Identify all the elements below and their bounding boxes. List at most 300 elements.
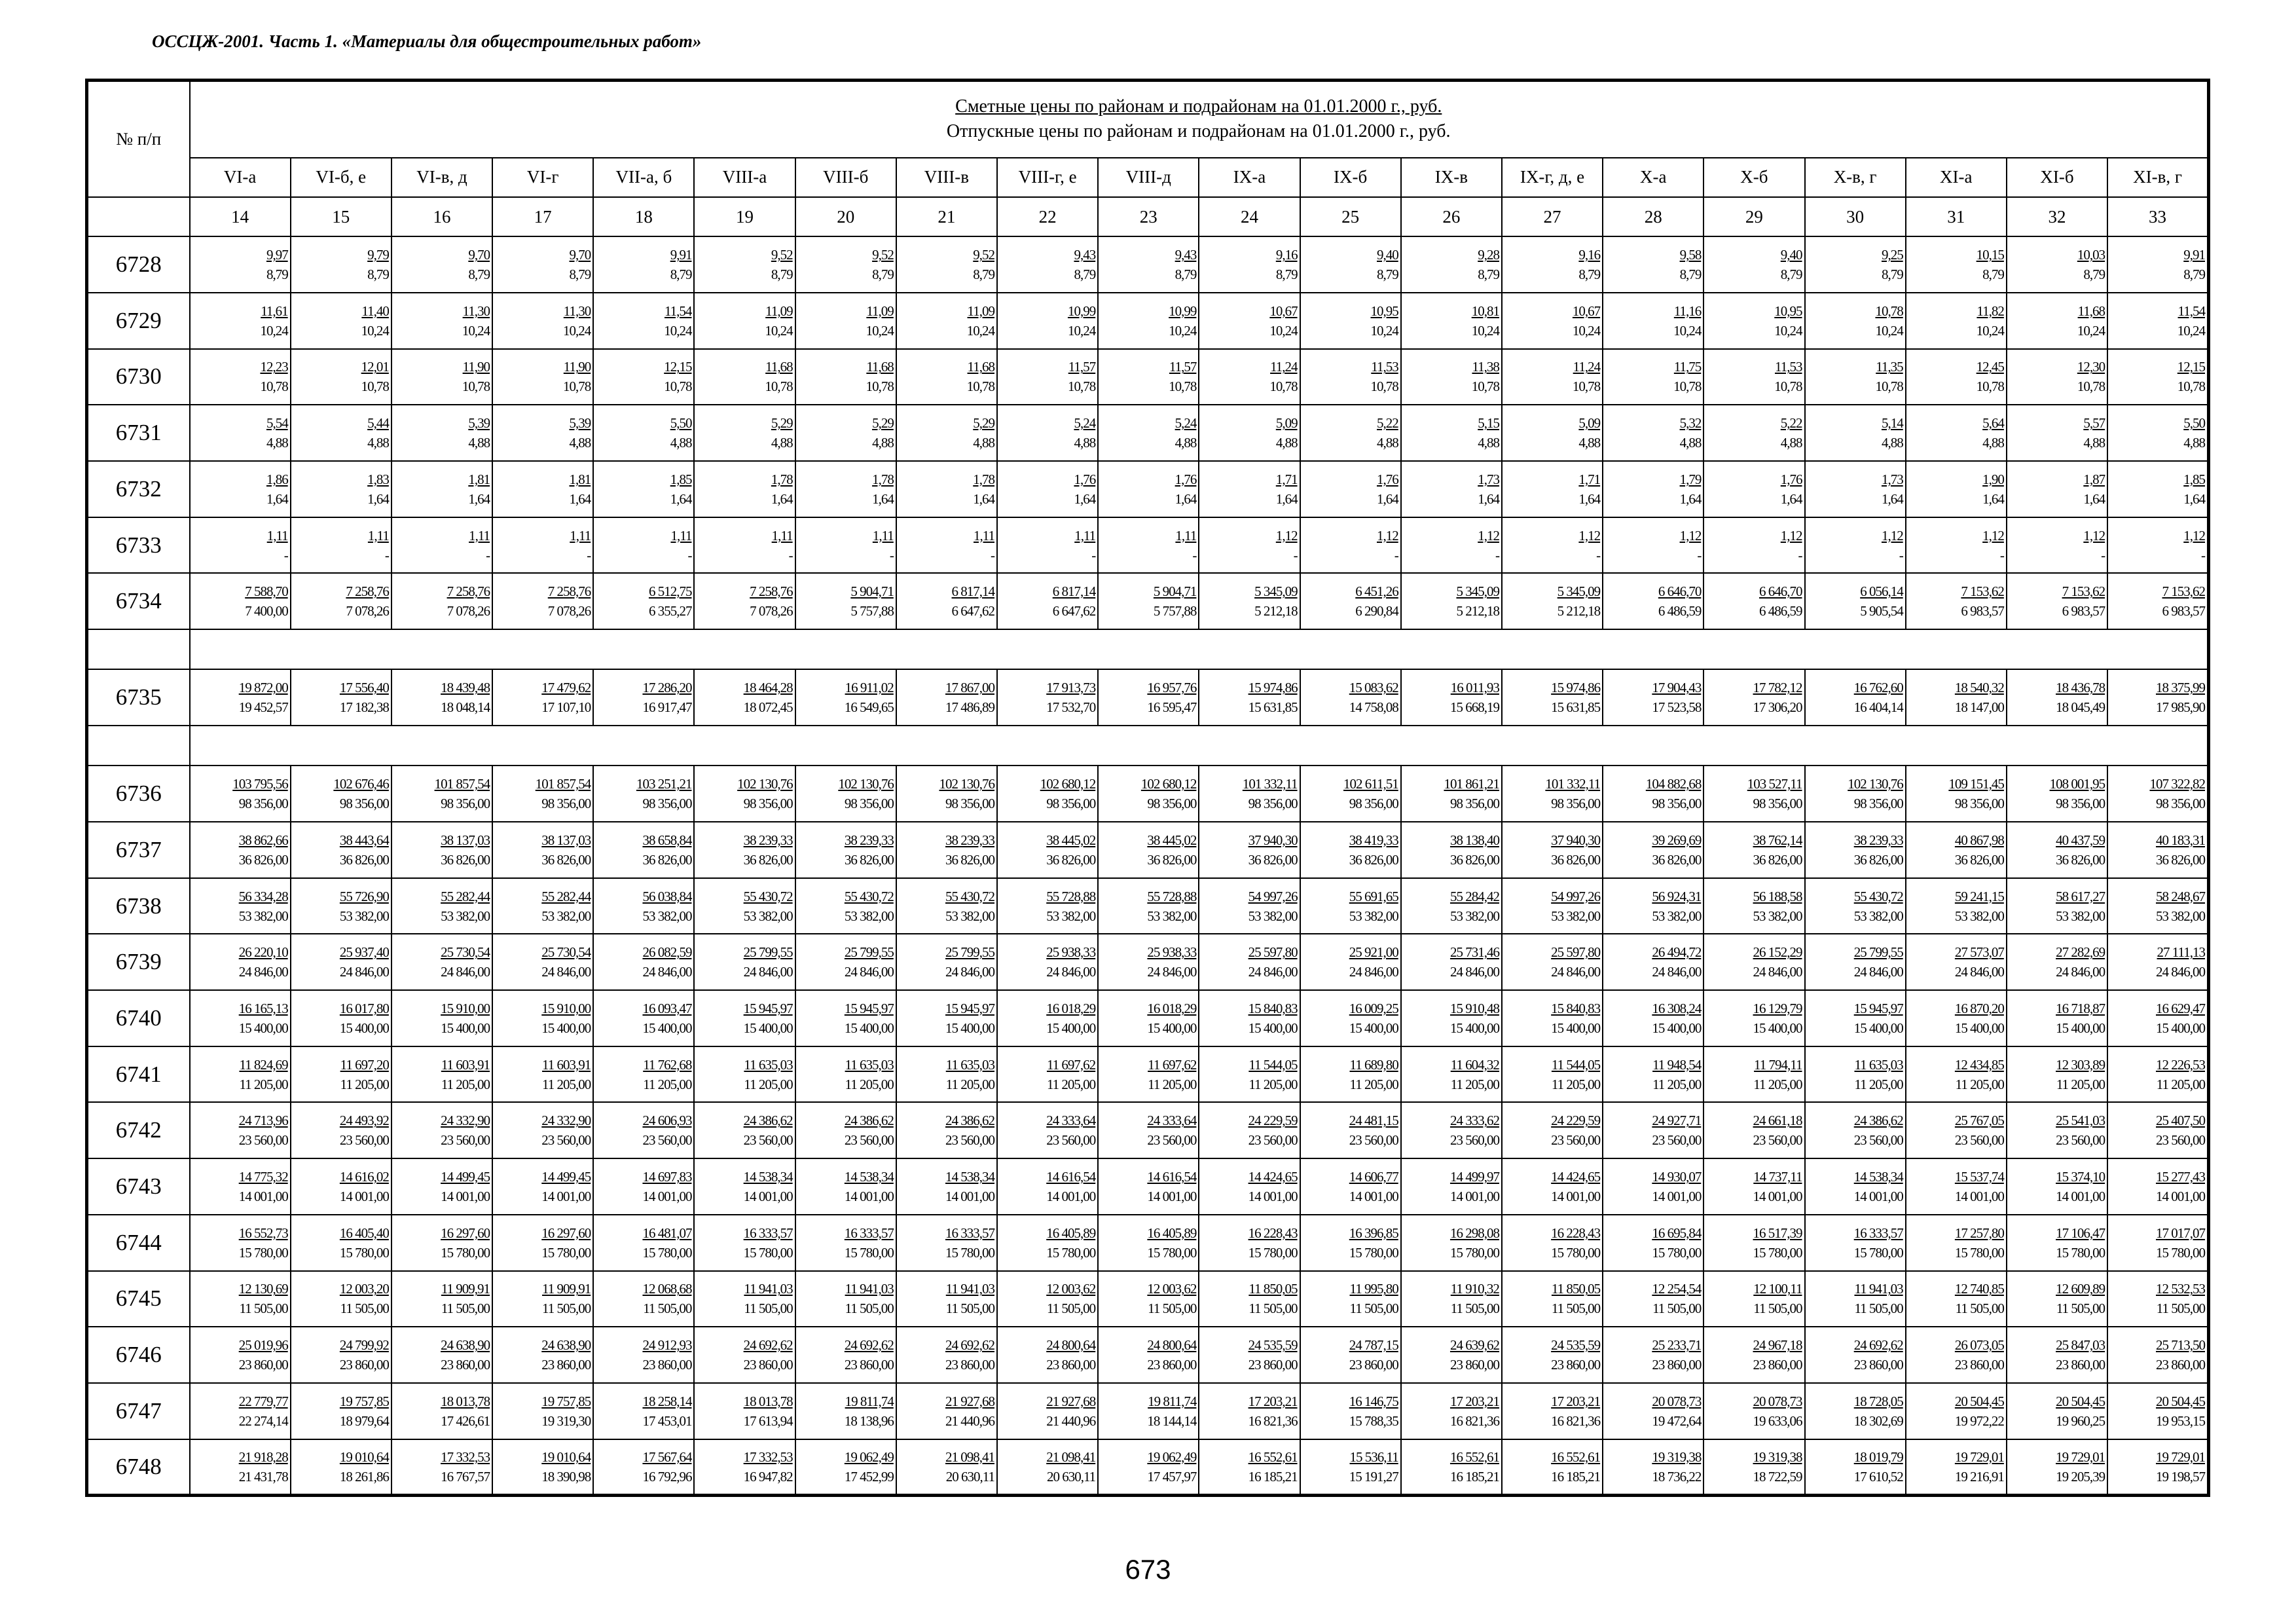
- estimated-price: 108 001,95: [2049, 776, 2105, 792]
- estimated-price: 38 862,66: [238, 832, 288, 848]
- estimated-price: 12 254,54: [1652, 1281, 1702, 1297]
- release-price: 1,64: [2083, 490, 2105, 507]
- price-cell: [1199, 349, 1300, 405]
- estimated-price: 12 226,53: [2156, 1056, 2205, 1073]
- release-price: 19 198,57: [2156, 1468, 2205, 1485]
- price-cell: [896, 990, 997, 1046]
- estimated-price: 11 824,69: [239, 1056, 288, 1073]
- column-number: 23: [1098, 197, 1199, 236]
- estimated-price: 24 638,90: [541, 1337, 591, 1354]
- price-cell: [1098, 1327, 1199, 1383]
- price-cell: [1805, 822, 1906, 878]
- price-table: [85, 79, 2210, 1497]
- estimated-price: 10,95: [1370, 303, 1398, 319]
- estimated-price: 5 904,71: [1153, 583, 1197, 600]
- price-cell: [896, 1383, 997, 1439]
- spacer-cell: [190, 629, 2209, 669]
- release-price: 24 846,00: [1147, 964, 1197, 980]
- estimated-price: 1,73: [1478, 471, 1499, 487]
- estimated-price: 19 811,74: [845, 1393, 894, 1409]
- estimated-price: 1,11: [872, 527, 894, 544]
- price-cell: [795, 1327, 896, 1383]
- column-header-region: IX-а: [1199, 158, 1300, 197]
- document-header: ОССЦЖ-2001. Часть 1. «Материалы для общестроительных работ»: [152, 31, 702, 51]
- price-cell: [997, 1327, 1098, 1383]
- release-price: 5 212,18: [1254, 603, 1298, 619]
- release-price: 8,79: [1780, 267, 1802, 283]
- release-price: 17 610,52: [1853, 1468, 1903, 1485]
- estimated-price: 24 535,59: [1248, 1337, 1298, 1354]
- estimated-price: 1,86: [266, 471, 288, 487]
- estimated-price: 25 847,03: [2056, 1337, 2105, 1354]
- release-price: 14 001,00: [1349, 1189, 1398, 1205]
- price-cell: [694, 1439, 795, 1496]
- row-number: 6739: [87, 934, 190, 990]
- release-price: 23 560,00: [642, 1132, 692, 1149]
- release-price: 98 356,00: [2156, 796, 2205, 812]
- estimated-price: 102 611,51: [1343, 776, 1398, 792]
- estimated-price: 24 333,64: [1147, 1113, 1197, 1129]
- release-price: 11 205,00: [1551, 1076, 1601, 1092]
- release-price: 36 826,00: [945, 851, 994, 868]
- release-price: 4,88: [1275, 435, 1298, 451]
- estimated-price: 25 799,55: [844, 944, 894, 961]
- price-cell: [896, 1158, 997, 1215]
- release-price: 1,64: [1377, 490, 1398, 507]
- price-cell: [190, 1271, 291, 1327]
- release-price: 98 356,00: [1147, 796, 1197, 812]
- release-price: 23 860,00: [541, 1357, 591, 1373]
- estimated-price: 25 730,54: [441, 944, 490, 961]
- estimated-price: 9,25: [1881, 247, 1903, 263]
- release-price: 14 001,00: [1753, 1189, 1802, 1205]
- release-price: 4,88: [1175, 435, 1197, 451]
- estimated-price: 7 258,76: [547, 583, 591, 600]
- release-price: 23 560,00: [1853, 1132, 1903, 1149]
- estimated-price: 16 405,89: [1147, 1225, 1197, 1241]
- estimated-price: 5,54: [266, 415, 288, 432]
- price-cell: [896, 934, 997, 990]
- estimated-price: 9,16: [1578, 247, 1601, 263]
- price-cell: [1502, 517, 1603, 574]
- price-cell: [1704, 573, 1804, 629]
- estimated-price: 16 762,60: [1853, 680, 1903, 696]
- release-price: 11 205,00: [441, 1076, 490, 1092]
- price-cell: [1199, 1439, 1300, 1496]
- price-cell: [896, 1327, 997, 1383]
- estimated-price: 26 082,59: [642, 944, 692, 961]
- estimated-price: 6 056,14: [1860, 583, 1903, 600]
- estimated-price: 17 017,07: [2156, 1225, 2205, 1241]
- estimated-price: 11,61: [261, 303, 288, 319]
- price-cell: [492, 293, 593, 349]
- estimated-price: 5,09: [1578, 415, 1601, 432]
- release-price: 24 846,00: [945, 964, 994, 980]
- price-cell: [1300, 1327, 1401, 1383]
- estimated-price: 7 258,76: [446, 583, 490, 600]
- estimated-price: 17 203,21: [1248, 1393, 1298, 1409]
- release-price: 15 780,00: [844, 1244, 894, 1261]
- release-price: 1,64: [569, 490, 591, 507]
- price-cell: [1906, 1383, 2007, 1439]
- release-price: 11 505,00: [2056, 1301, 2105, 1317]
- estimated-price: 24 229,59: [1248, 1113, 1298, 1129]
- estimated-price: 10,99: [1067, 303, 1096, 319]
- estimated-price: 5,32: [1679, 415, 1702, 432]
- release-price: 36 826,00: [2056, 851, 2105, 868]
- estimated-price: 101 332,11: [1242, 776, 1298, 792]
- price-cell: [1704, 349, 1804, 405]
- release-price: 15 191,27: [1349, 1468, 1398, 1485]
- price-cell: [2107, 1383, 2208, 1439]
- price-cell: [1805, 1215, 1906, 1271]
- estimated-price: 1,11: [469, 527, 490, 544]
- estimated-price: 7 153,62: [2062, 583, 2105, 600]
- release-price: 1,64: [1780, 490, 1802, 507]
- release-price: 4,88: [468, 435, 490, 451]
- price-cell: [997, 236, 1098, 293]
- release-price: 36 826,00: [1954, 851, 2004, 868]
- price-cell: [2007, 573, 2107, 629]
- price-cell: [896, 822, 997, 878]
- estimated-price: 1,12: [1679, 527, 1702, 544]
- release-price: 23 860,00: [1954, 1357, 2004, 1373]
- estimated-price: 24 535,59: [1551, 1337, 1601, 1354]
- release-price: 11 205,00: [1955, 1076, 2004, 1092]
- price-cell: [1098, 822, 1199, 878]
- release-price: 53 382,00: [945, 908, 994, 924]
- release-price: 23 560,00: [1046, 1132, 1096, 1149]
- estimated-price: 1,79: [1679, 471, 1702, 487]
- release-price: 53 382,00: [238, 908, 288, 924]
- release-price: 15 780,00: [642, 1244, 692, 1261]
- price-cell: [291, 1271, 392, 1327]
- price-cell: [1603, 822, 1704, 878]
- price-cell: [1502, 1046, 1603, 1103]
- estimated-price: 16 093,47: [642, 1000, 692, 1016]
- price-cell: [1805, 934, 1906, 990]
- release-price: 10,24: [1067, 322, 1096, 339]
- release-price: 1,64: [872, 490, 894, 507]
- estimated-price: 55 430,72: [743, 888, 793, 904]
- estimated-price: 9,40: [1377, 247, 1398, 263]
- release-price: 10,78: [1976, 378, 2004, 395]
- price-cell: [2007, 293, 2107, 349]
- estimated-price: 9,91: [670, 247, 692, 263]
- price-cell: [694, 1383, 795, 1439]
- release-price: 10,78: [260, 378, 288, 395]
- price-cell: [1300, 878, 1401, 934]
- price-cell: [1502, 461, 1603, 517]
- price-cell: [2107, 1158, 2208, 1215]
- release-price: 6 355,27: [648, 603, 692, 619]
- estimated-price: 9,58: [1679, 247, 1702, 263]
- estimated-price: 19 010,64: [339, 1449, 389, 1465]
- price-cell: [1805, 349, 1906, 405]
- estimated-price: 1,11: [1074, 527, 1096, 544]
- release-price: 19 216,91: [1954, 1468, 2004, 1485]
- release-price: 24 846,00: [1349, 964, 1398, 980]
- release-price: 98 356,00: [1853, 796, 1903, 812]
- column-header-region: VIII-б: [795, 158, 896, 197]
- estimated-price: 1,12: [1578, 527, 1601, 544]
- release-price: 15 780,00: [1551, 1244, 1601, 1261]
- price-cell: [896, 878, 997, 934]
- estimated-price: 10,99: [1169, 303, 1197, 319]
- release-price: 15 780,00: [1046, 1244, 1096, 1261]
- estimated-price: 7 258,76: [346, 583, 389, 600]
- table-row: [87, 1046, 2209, 1103]
- table-row: [87, 349, 2209, 405]
- estimated-price: 1,11: [670, 527, 692, 544]
- estimated-price: 102 130,76: [838, 776, 894, 792]
- price-cell: [492, 669, 593, 726]
- release-price: 1,64: [468, 490, 490, 507]
- price-cell: [1098, 990, 1199, 1046]
- price-cell: [795, 405, 896, 461]
- release-price: 23 860,00: [1248, 1357, 1298, 1373]
- estimated-price: 102 130,76: [737, 776, 793, 792]
- price-cell: [492, 822, 593, 878]
- estimated-price: 16 405,40: [339, 1225, 389, 1241]
- table-title-estimated: Сметные цены по районам и подрайонам на 01.01.2000 г., руб.: [955, 96, 1442, 117]
- release-price: 10,78: [1169, 378, 1197, 395]
- release-price: 24 846,00: [1753, 964, 1802, 980]
- release-price: 11 205,00: [643, 1076, 692, 1092]
- release-price: 4,88: [1679, 435, 1702, 451]
- release-price: 10,78: [1572, 378, 1601, 395]
- release-price: 4,88: [1377, 435, 1398, 451]
- price-cell: [997, 573, 1098, 629]
- estimated-price: 12 003,20: [339, 1281, 389, 1297]
- estimated-price: 11 544,05: [1248, 1056, 1298, 1073]
- release-price: 15 780,00: [1954, 1244, 2004, 1261]
- price-cell: [1300, 766, 1401, 822]
- release-price: 14 001,00: [1449, 1189, 1499, 1205]
- price-cell: [291, 349, 392, 405]
- estimated-price: 1,12: [2183, 527, 2205, 544]
- estimated-price: 5 904,71: [850, 583, 894, 600]
- release-price: 10,78: [966, 378, 994, 395]
- estimated-price: 5,29: [872, 415, 894, 432]
- estimated-price: 14 499,45: [441, 1169, 490, 1185]
- price-cell: [795, 1439, 896, 1496]
- price-cell: [593, 878, 694, 934]
- estimated-price: 11,53: [1371, 359, 1398, 375]
- price-cell: [1401, 1271, 1502, 1327]
- estimated-price: 27 111,13: [2157, 944, 2205, 961]
- price-cell: [1906, 878, 2007, 934]
- release-price: 23 560,00: [339, 1132, 389, 1149]
- price-cell: [2107, 1046, 2208, 1103]
- price-cell: [795, 1102, 896, 1158]
- release-price: 15 400,00: [1349, 1020, 1398, 1036]
- release-price: 10,78: [2177, 378, 2205, 395]
- price-cell: [1098, 405, 1199, 461]
- price-cell: [1098, 573, 1199, 629]
- estimated-price: 19 811,74: [1148, 1393, 1197, 1409]
- estimated-price: 17 106,47: [2056, 1225, 2105, 1241]
- price-cell: [1603, 573, 1704, 629]
- price-cell: [1401, 822, 1502, 878]
- price-cell: [1603, 878, 1704, 934]
- page-number: 673: [1125, 1554, 1171, 1585]
- price-cell: [694, 934, 795, 990]
- table-row: [87, 934, 2209, 990]
- row-number: 6736: [87, 766, 190, 822]
- price-cell: [2107, 1102, 2208, 1158]
- release-price: 15 400,00: [2156, 1020, 2205, 1036]
- price-cell: [593, 1102, 694, 1158]
- release-price: 14 001,00: [541, 1189, 591, 1205]
- price-cell: [492, 990, 593, 1046]
- release-price: 8,79: [2083, 267, 2105, 283]
- estimated-price: 6 512,75: [648, 583, 692, 600]
- estimated-price: 25 713,50: [2156, 1337, 2205, 1354]
- price-cell: [190, 1383, 291, 1439]
- price-cell: [1805, 461, 1906, 517]
- release-price: 53 382,00: [1652, 908, 1702, 924]
- row-number: 6731: [87, 405, 190, 461]
- estimated-price: 17 332,53: [441, 1449, 490, 1465]
- price-cell: [1300, 1271, 1401, 1327]
- price-cell: [291, 405, 392, 461]
- row-number: 6745: [87, 1271, 190, 1327]
- row-number: 6732: [87, 461, 190, 517]
- release-price: 53 382,00: [339, 908, 389, 924]
- release-price: 1,64: [1881, 490, 1903, 507]
- estimated-price: 55 691,65: [1349, 888, 1398, 904]
- release-price: 18 979,64: [339, 1412, 389, 1429]
- estimated-price: 16 396,85: [1349, 1225, 1398, 1241]
- estimated-price: 11 603,91: [542, 1056, 591, 1073]
- estimated-price: 1,83: [367, 471, 389, 487]
- estimated-price: 5,24: [1175, 415, 1197, 432]
- release-price: 36 826,00: [238, 851, 288, 868]
- estimated-price: 16 870,20: [1954, 1000, 2004, 1016]
- region-header-row: [87, 158, 2209, 197]
- estimated-price: 18 013,78: [743, 1393, 793, 1409]
- price-cell: [593, 1327, 694, 1383]
- release-price: 98 356,00: [238, 796, 288, 812]
- release-price: 10,24: [1471, 322, 1499, 339]
- price-cell: [1603, 1046, 1704, 1103]
- estimated-price: 9,43: [1074, 247, 1096, 263]
- estimated-price: 12,45: [1976, 359, 2004, 375]
- release-price: 10,24: [664, 322, 692, 339]
- release-price: 10,24: [1572, 322, 1601, 339]
- release-price: 15 780,00: [1449, 1244, 1499, 1261]
- release-price: 11 505,00: [1450, 1301, 1499, 1317]
- estimated-price: 109 151,45: [1948, 776, 2004, 792]
- estimated-price: 15 536,11: [1349, 1449, 1398, 1465]
- release-price: 19 972,22: [1954, 1412, 2004, 1429]
- estimated-price: 5,22: [1780, 415, 1802, 432]
- release-price: 23 560,00: [1248, 1132, 1298, 1149]
- price-cell: [593, 1215, 694, 1271]
- estimated-price: 1,81: [468, 471, 490, 487]
- price-cell: [1906, 1046, 2007, 1103]
- table-row: [87, 1271, 2209, 1327]
- estimated-price: 1,11: [367, 527, 389, 544]
- price-cell: [1906, 934, 2007, 990]
- release-price: 98 356,00: [541, 796, 591, 812]
- release-price: 16 917,47: [642, 699, 692, 716]
- price-cell: [795, 1215, 896, 1271]
- release-price: 36 826,00: [1753, 851, 1802, 868]
- estimated-price: 11,35: [1876, 359, 1903, 375]
- price-cell: [1502, 573, 1603, 629]
- release-price: 1,64: [1982, 490, 2004, 507]
- release-price: 53 382,00: [844, 908, 894, 924]
- estimated-price: 5,09: [1275, 415, 1298, 432]
- release-price: 53 382,00: [2056, 908, 2105, 924]
- estimated-price: 1,76: [1377, 471, 1398, 487]
- release-price: 10,24: [866, 322, 894, 339]
- price-cell: [1805, 517, 1906, 574]
- estimated-price: 20 504,45: [1954, 1393, 2004, 1409]
- estimated-price: 16 146,75: [1349, 1393, 1398, 1409]
- release-price: 53 382,00: [1449, 908, 1499, 924]
- price-cell: [190, 236, 291, 293]
- release-price: -: [991, 547, 994, 563]
- estimated-price: 14 616,54: [1046, 1169, 1096, 1185]
- release-price: 23 860,00: [1147, 1357, 1197, 1373]
- price-cell: [2107, 573, 2208, 629]
- row-number: 6741: [87, 1046, 190, 1103]
- release-price: 14 758,08: [1349, 699, 1398, 716]
- price-cell: [1906, 293, 2007, 349]
- price-cell: [1502, 669, 1603, 726]
- price-cell: [392, 517, 492, 574]
- estimated-price: 11 544,05: [1551, 1056, 1601, 1073]
- price-cell: [896, 1271, 997, 1327]
- release-price: 11 205,00: [340, 1076, 389, 1092]
- price-cell: [1300, 1158, 1401, 1215]
- release-price: 15 400,00: [441, 1020, 490, 1036]
- price-cell: [2107, 349, 2208, 405]
- price-cell: [997, 934, 1098, 990]
- release-price: 10,24: [765, 322, 793, 339]
- price-cell: [795, 573, 896, 629]
- table-row: [87, 990, 2209, 1046]
- table-row: [87, 573, 2209, 629]
- release-price: 6 647,62: [951, 603, 994, 619]
- estimated-price: 19 729,01: [1954, 1449, 2004, 1465]
- column-number: 33: [2107, 197, 2208, 236]
- estimated-price: 27 282,69: [2056, 944, 2105, 961]
- release-price: 53 382,00: [2156, 908, 2205, 924]
- release-price: 15 780,00: [2056, 1244, 2105, 1261]
- estimated-price: 55 430,72: [945, 888, 994, 904]
- price-cell: [1805, 1383, 1906, 1439]
- release-price: 1,64: [2183, 490, 2205, 507]
- price-cell: [1906, 1327, 2007, 1383]
- estimated-price: 17 286,20: [642, 680, 692, 696]
- release-price: 1,64: [1578, 490, 1601, 507]
- price-cell: [694, 461, 795, 517]
- price-cell: [997, 1439, 1098, 1496]
- estimated-price: 16 552,61: [1449, 1449, 1499, 1465]
- estimated-price: 25 938,33: [1147, 944, 1197, 961]
- estimated-price: 16 129,79: [1753, 1000, 1802, 1016]
- price-cell: [1199, 1158, 1300, 1215]
- estimated-price: 11 995,80: [1349, 1281, 1398, 1297]
- release-price: 15 780,00: [1853, 1244, 1903, 1261]
- column-number: 17: [492, 197, 593, 236]
- price-cell: [1401, 766, 1502, 822]
- price-cell: [2107, 669, 2208, 726]
